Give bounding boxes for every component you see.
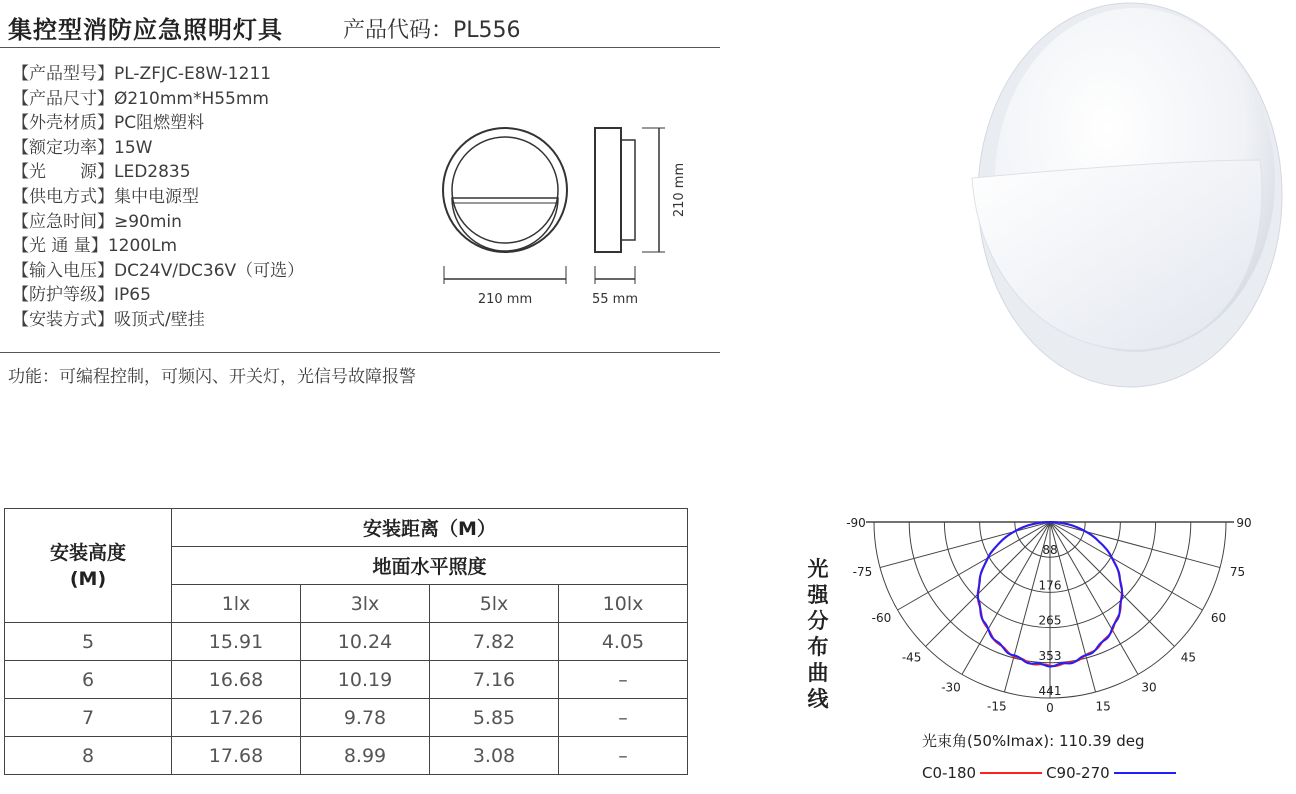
- function-text: 功能：可编程控制，可频闪、开关灯，光信号故障报警: [8, 367, 416, 387]
- polar-spoke: [1050, 522, 1202, 610]
- table-cell: 7.16: [430, 661, 559, 699]
- spec-label: 【光 源】: [12, 162, 114, 183]
- table-cell-height: 5: [5, 623, 172, 661]
- product-code: 产品代码：PL556: [343, 18, 521, 43]
- table-cell: –: [559, 699, 688, 737]
- table-cell: 17.26: [172, 699, 301, 737]
- front-view-inner-circle: [452, 137, 558, 243]
- spec-row-light-source: [12, 160, 304, 185]
- install-height-label: 安装高度(M): [49, 541, 126, 590]
- table-cell: 17.68: [172, 737, 301, 775]
- polar-legend: [922, 764, 1180, 782]
- side-view-base: [621, 140, 635, 240]
- spec-value: ≥90min: [114, 211, 182, 232]
- table-header-install-height: [5, 509, 172, 623]
- table-cell-height: 7: [5, 699, 172, 737]
- spec-label: 【额定功率】: [12, 137, 114, 158]
- light-distribution-polar-chart: [846, 498, 1252, 728]
- polar-angle-label-left: -45: [901, 650, 922, 665]
- table-cell-height: 6: [5, 661, 172, 699]
- polar-spoke: [1050, 522, 1220, 568]
- light-distribution-label: 光强分布曲线: [807, 557, 829, 711]
- table-row: [5, 699, 688, 737]
- table-row: [5, 623, 688, 661]
- spec-label: 【安装方式】: [12, 309, 114, 330]
- spec-value: PL-ZFJC-E8W-1211: [114, 64, 272, 84]
- polar-angle-label-right: 60: [1210, 611, 1227, 625]
- table-cell: 4.05: [559, 623, 688, 661]
- spec-label: 【应急时间】: [12, 211, 114, 232]
- legend-label-c90: C90-270: [1046, 764, 1110, 782]
- spec-list: [12, 62, 304, 333]
- legend-line-c90: [1114, 772, 1176, 774]
- table-row: [5, 661, 688, 699]
- polar-angle-label-left: -15: [987, 699, 1007, 714]
- spec-row-installation: [12, 308, 304, 333]
- spec-row-protection: [12, 283, 304, 308]
- polar-radial-label: 265: [1038, 613, 1062, 628]
- table-cell: 8.99: [301, 737, 430, 775]
- depth-dim-label: 55 mm: [591, 292, 639, 307]
- polar-radial-label: 353: [1038, 648, 1062, 663]
- product-title: 集控型消防应急照明灯具: [8, 16, 283, 44]
- spec-label: 【光 通 量】: [12, 236, 108, 257]
- legend-line-c0: [980, 772, 1042, 774]
- spec-label: 【产品型号】: [12, 64, 114, 84]
- polar-radial-label: 176: [1038, 578, 1062, 593]
- polar-labels: [846, 516, 1251, 715]
- polar-radial-label: 88: [1042, 543, 1058, 558]
- polar-angle-label-left: -90: [846, 516, 866, 530]
- spec-value: 15W: [114, 137, 153, 158]
- table-row: [5, 737, 688, 775]
- spec-value: PC阻燃塑料: [114, 113, 205, 134]
- table-cell: 9.78: [301, 699, 430, 737]
- polar-angle-label-right: 90: [1236, 516, 1252, 530]
- table-cell: 15.91: [172, 623, 301, 661]
- polar-angle-label-right: 45: [1180, 650, 1196, 665]
- table-cell: 10.19: [301, 661, 430, 699]
- polar-angle-label-right: 15: [1095, 699, 1111, 714]
- polar-spoke: [898, 522, 1050, 610]
- polar-angle-label-left: -60: [871, 611, 892, 625]
- table-cell: –: [559, 661, 688, 699]
- legend-label-c0: C0-180: [922, 764, 977, 782]
- front-view-outer-circle: [443, 128, 567, 252]
- polar-angle-label-center: 0: [1046, 701, 1054, 715]
- side-view-body: [595, 128, 621, 252]
- spec-value: Ø210mm*H55mm: [114, 88, 269, 109]
- table-column-header: 1lx: [172, 585, 301, 623]
- table-header-row: [5, 509, 688, 547]
- table-cell-height: 8: [5, 737, 172, 775]
- spec-label: 【外壳材质】: [12, 113, 114, 134]
- width-dim-label: 210 mm: [477, 292, 533, 307]
- dimension-drawing: [430, 115, 700, 315]
- spec-row-model: [12, 62, 304, 87]
- table-cell: 16.68: [172, 661, 301, 699]
- spec-label: 【防护等级】: [12, 285, 114, 306]
- spec-row-input-voltage: [12, 259, 304, 284]
- spec-row-size: [12, 87, 304, 112]
- polar-radial-label: 441: [1038, 684, 1062, 698]
- spec-label: 【输入电压】: [12, 260, 114, 281]
- polar-angle-label-right: 75: [1229, 565, 1246, 580]
- spec-label: 【产品尺寸】: [12, 88, 114, 109]
- spec-value: 1200Lm: [107, 236, 178, 257]
- table-column-header: 10lx: [559, 585, 688, 623]
- spec-value: 吸顶式/壁挂: [114, 309, 205, 330]
- product-photo: [960, 0, 1296, 400]
- spec-row-power-supply: [12, 185, 304, 210]
- table-cell: 10.24: [301, 623, 430, 661]
- height-dim-label: 210 mm: [672, 162, 687, 218]
- spec-row-material: [12, 111, 304, 136]
- spec-value: IP65: [114, 285, 151, 306]
- section-divider: [0, 352, 720, 353]
- table-column-header: 5lx: [430, 585, 559, 623]
- table-cell: 7.82: [430, 623, 559, 661]
- spec-row-power: [12, 136, 304, 161]
- table-cell: –: [559, 737, 688, 775]
- polar-angle-label-right: 30: [1141, 680, 1157, 695]
- header-divider: [0, 47, 720, 48]
- spec-row-luminous-flux: [12, 234, 304, 259]
- polar-angle-label-left: -75: [852, 565, 873, 580]
- spec-row-emergency-time: [12, 210, 304, 235]
- table-cell: 3.08: [430, 737, 559, 775]
- table-column-header: 3lx: [301, 585, 430, 623]
- spec-value: LED2835: [114, 162, 191, 183]
- table-header-illuminance: 地面水平照度: [172, 547, 688, 585]
- polar-angle-label-left: -30: [941, 680, 961, 695]
- spec-value: 集中电源型: [114, 186, 199, 207]
- spec-value: DC24V/DC36V（可选）: [114, 260, 305, 281]
- table-cell: 5.85: [430, 699, 559, 737]
- beam-angle-text: 光束角(50%Imax): 110.39 deg: [922, 732, 1145, 750]
- spec-label: 【供电方式】: [12, 186, 114, 207]
- table-header-distance: 安装距离（M）: [172, 509, 688, 547]
- polar-spoke: [880, 522, 1050, 568]
- installation-distance-table: [4, 508, 688, 775]
